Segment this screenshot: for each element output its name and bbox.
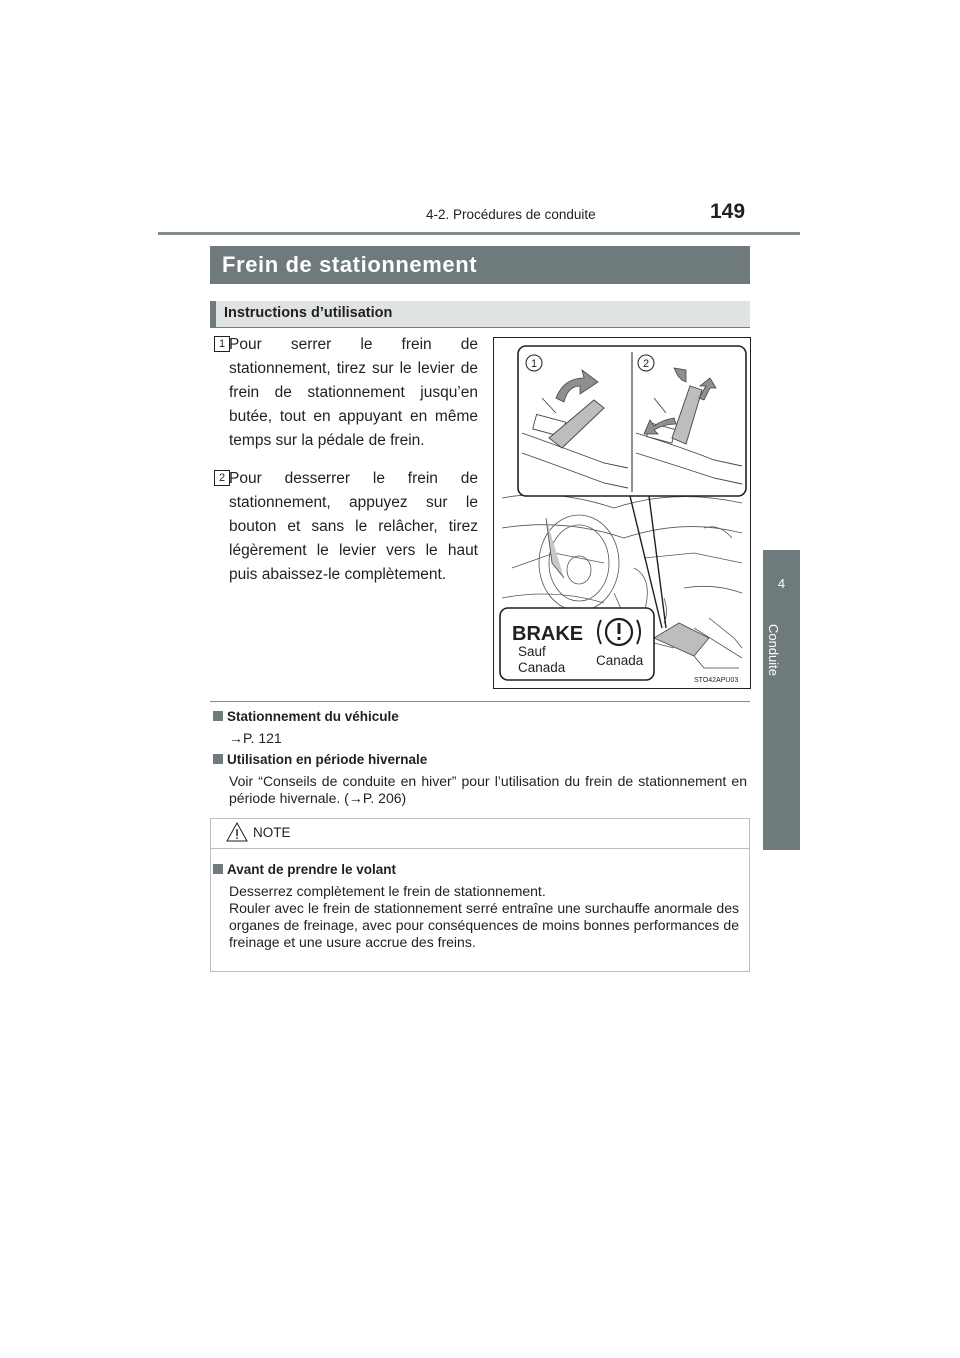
subheading: Instructions d’utilisation — [224, 305, 393, 321]
callout-1: 1 — [530, 358, 538, 370]
square-bullet-icon — [213, 711, 223, 721]
step-1-badge: 1 — [214, 336, 230, 352]
header-divider — [158, 232, 800, 235]
except-canada-line1: Sauf — [518, 644, 546, 659]
square-bullet-icon — [213, 864, 223, 874]
note-2-title: Utilisation en période hivernale — [227, 752, 428, 767]
note-box-line-1: Desserrez complètement le frein de stationnement. — [229, 883, 546, 899]
note-1-title: Stationnement du véhicule — [227, 709, 399, 724]
step-1-text: Pour serrer le frein de stationnement, tirez sur le levier de frein de stationnement jusqu’en butée, tout en appuyant en même temps sur la pédale de frein. — [229, 336, 478, 449]
section-reference: 4-2. Procédures de conduite — [426, 207, 596, 222]
figure-code: STO42APU03 — [694, 677, 739, 684]
note-1-heading — [213, 709, 399, 724]
note-box-heading-text: Avant de prendre le volant — [227, 862, 397, 877]
subheading-accent — [210, 301, 216, 327]
square-bullet-icon — [213, 754, 223, 764]
note-box-line-2: Rouler avec le frein de stationnement serré entraîne une surchauffe anormale des organes de freinage, avec pour conséquences de moins bonnes performances de freinage et une usure accrue des freins. — [229, 900, 739, 950]
chapter-number: 4 — [777, 576, 786, 591]
step-2-text: Pour desserrer le frein de stationnement, appuyez sur le bouton et sans le relâcher, tirez légèrement le levier vers le haut puis abaissez-le complètement. — [229, 470, 478, 583]
note-box-label: NOTE — [253, 825, 291, 840]
note-2-heading — [213, 752, 427, 767]
note-box-heading — [213, 862, 396, 877]
page-number: 149 — [710, 200, 746, 223]
except-canada-line2: Canada — [518, 660, 566, 675]
warning-triangle-icon — [226, 822, 248, 842]
subheading-rule — [210, 327, 750, 328]
step-2-badge: 2 — [214, 470, 230, 486]
chapter-label: Conduite — [766, 623, 781, 677]
note-1-text: →P. 121 — [229, 730, 282, 746]
note-2-text: Voir “Conseils de conduite en hiver” pour l’utilisation du frein de stationnement en période hivernale. (→P. 206) — [229, 773, 747, 806]
chapter-side-tab — [763, 550, 800, 850]
callout-2: 2 — [642, 358, 650, 370]
section-divider — [210, 701, 750, 702]
note-box-header — [211, 819, 749, 849]
brake-indicator-text: BRAKE — [512, 623, 584, 645]
page-title: Frein de stationnement — [222, 252, 478, 277]
canada-label: Canada — [596, 653, 644, 668]
parking-brake-illustration — [493, 337, 751, 689]
